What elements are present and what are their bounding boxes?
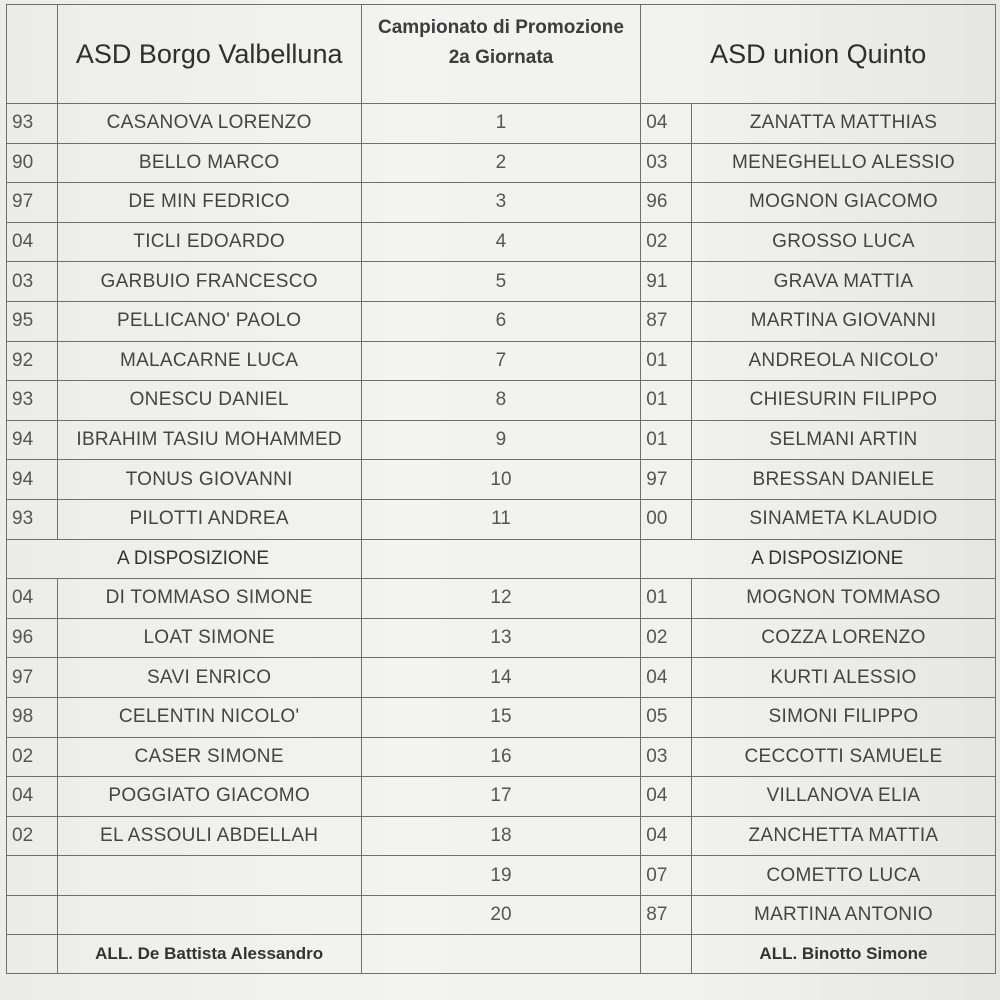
away-player-year: 04 (641, 104, 692, 144)
away-player-name: MENEGHELLO ALESSIO (691, 143, 995, 183)
away-player-name: ANDREOLA NICOLO' (691, 341, 995, 381)
match-title-line2: 2a Giornata (448, 47, 554, 68)
header-corner-cell (7, 5, 58, 104)
shirt-number: 7 (361, 341, 641, 381)
home-player-name: PELLICANO' PAOLO (57, 301, 361, 341)
home-player-year: 97 (7, 658, 58, 698)
away-player-year: 96 (641, 183, 692, 223)
player-row (7, 183, 996, 223)
home-player-name: DE MIN FEDRICO (57, 183, 361, 223)
home-player-name: PILOTTI ANDREA (57, 499, 361, 539)
player-row (7, 381, 996, 421)
away-player-name: MARTINA GIOVANNI (691, 301, 995, 341)
shirt-number: 19 (361, 856, 641, 896)
home-player-name: DI TOMMASO SIMONE (57, 579, 361, 619)
away-player-name: SIMONI FILIPPO (691, 697, 995, 737)
away-player-year: 02 (641, 222, 692, 262)
away-player-name: MARTINA ANTONIO (691, 895, 995, 935)
away-coach: ALL. Binotto Simone (691, 935, 995, 974)
away-player-name: CHIESURIN FILIPPO (691, 381, 995, 421)
shirt-number: 15 (361, 697, 641, 737)
home-coach: ALL. De Battista Alessandro (57, 935, 361, 974)
away-player-name: GRAVA MATTIA (691, 262, 995, 302)
shirt-number: 11 (361, 499, 641, 539)
home-player-name: LOAT SIMONE (57, 618, 361, 658)
player-row (7, 697, 996, 737)
away-player-name: ZANATTA MATTHIAS (691, 104, 995, 144)
home-player-name: MALACARNE LUCA (57, 341, 361, 381)
away-player-name: KURTI ALESSIO (691, 658, 995, 698)
away-player-name: ZANCHETTA MATTIA (691, 816, 995, 856)
home-player-year: 94 (7, 420, 58, 460)
player-row (7, 301, 996, 341)
home-player-name: CASANOVA LORENZO (57, 104, 361, 144)
shirt-number: 2 (361, 143, 641, 183)
away-player-year: 00 (641, 499, 692, 539)
home-player-year: 03 (7, 262, 58, 302)
home-player-year: 93 (7, 381, 58, 421)
away-player-year: 01 (641, 381, 692, 421)
shirt-number: 5 (361, 262, 641, 302)
away-player-year: 04 (641, 816, 692, 856)
home-player-year: 97 (7, 183, 58, 223)
player-row (7, 895, 996, 935)
home-player-name: IBRAHIM TASIU MOHAMMED (57, 420, 361, 460)
player-row (7, 777, 996, 817)
player-row (7, 143, 996, 183)
away-player-year: 04 (641, 777, 692, 817)
coach-number-cell (361, 935, 641, 974)
away-player-name: COZZA LORENZO (691, 618, 995, 658)
home-player-year: 93 (7, 104, 58, 144)
home-player-year: 04 (7, 777, 58, 817)
player-row (7, 222, 996, 262)
away-player-name: MOGNON GIACOMO (691, 183, 995, 223)
home-player-year: 94 (7, 460, 58, 500)
home-player-name: ONESCU DANIEL (57, 381, 361, 421)
away-player-year: 01 (641, 341, 692, 381)
shirt-number: 12 (361, 579, 641, 619)
away-player-year: 87 (641, 895, 692, 935)
coaches-row (7, 935, 996, 974)
player-row (7, 420, 996, 460)
away-player-name: SELMANI ARTIN (691, 420, 995, 460)
home-player-year: 02 (7, 816, 58, 856)
home-player-year: 04 (7, 579, 58, 619)
away-team-name: ASD union Quinto (641, 5, 996, 104)
shirt-number: 13 (361, 618, 641, 658)
player-row (7, 460, 996, 500)
shirt-number: 18 (361, 816, 641, 856)
away-substitutes-label: A DISPOSIZIONE (641, 539, 996, 579)
shirt-number: 14 (361, 658, 641, 698)
home-player-name (57, 895, 361, 935)
away-player-name: GROSSO LUCA (691, 222, 995, 262)
home-player-year: 90 (7, 143, 58, 183)
home-player-year: 93 (7, 499, 58, 539)
shirt-number: 9 (361, 420, 641, 460)
home-player-name: TONUS GIOVANNI (57, 460, 361, 500)
shirt-number: 20 (361, 895, 641, 935)
player-row (7, 856, 996, 896)
home-player-name: GARBUIO FRANCESCO (57, 262, 361, 302)
lineup-table (6, 4, 996, 974)
shirt-number: 3 (361, 183, 641, 223)
away-player-name: CECCOTTI SAMUELE (691, 737, 995, 777)
home-player-year: 98 (7, 697, 58, 737)
player-row (7, 658, 996, 698)
home-player-name: CASER SIMONE (57, 737, 361, 777)
header-row (7, 5, 996, 104)
away-player-year: 87 (641, 301, 692, 341)
away-coach-year-cell (641, 935, 692, 974)
home-player-year (7, 895, 58, 935)
away-player-year: 05 (641, 697, 692, 737)
home-player-name (57, 856, 361, 896)
player-row (7, 618, 996, 658)
shirt-number: 1 (361, 104, 641, 144)
home-player-name: BELLO MARCO (57, 143, 361, 183)
substitutes-number-cell (361, 539, 641, 579)
away-player-year: 03 (641, 737, 692, 777)
substitutes-header-row (7, 539, 996, 579)
home-player-year (7, 856, 58, 896)
home-player-year: 95 (7, 301, 58, 341)
player-row (7, 737, 996, 777)
shirt-number: 8 (361, 381, 641, 421)
home-player-name: POGGIATO GIACOMO (57, 777, 361, 817)
away-player-year: 04 (641, 658, 692, 698)
home-player-name: EL ASSOULI ABDELLAH (57, 816, 361, 856)
away-player-year: 02 (641, 618, 692, 658)
away-player-year: 01 (641, 420, 692, 460)
home-team-name: ASD Borgo Valbelluna (57, 5, 361, 104)
home-player-year: 04 (7, 222, 58, 262)
home-player-name: CELENTIN NICOLO' (57, 697, 361, 737)
shirt-number: 6 (361, 301, 641, 341)
shirt-number: 10 (361, 460, 641, 500)
player-row (7, 262, 996, 302)
home-player-year: 92 (7, 341, 58, 381)
player-row (7, 816, 996, 856)
shirt-number: 17 (361, 777, 641, 817)
shirt-number: 4 (361, 222, 641, 262)
player-row (7, 499, 996, 539)
player-row (7, 104, 996, 144)
home-substitutes-label: A DISPOSIZIONE (7, 539, 362, 579)
away-player-year: 01 (641, 579, 692, 619)
player-row (7, 341, 996, 381)
match-title-line1: Campionato di Promozione (377, 17, 624, 38)
away-player-name: MOGNON TOMMASO (691, 579, 995, 619)
away-player-name: SINAMETA KLAUDIO (691, 499, 995, 539)
away-player-year: 97 (641, 460, 692, 500)
away-player-year: 03 (641, 143, 692, 183)
away-player-name: COMETTO LUCA (691, 856, 995, 896)
home-player-name: SAVI ENRICO (57, 658, 361, 698)
player-row (7, 579, 996, 619)
home-coach-year-cell (7, 935, 58, 974)
away-player-name: VILLANOVA ELIA (691, 777, 995, 817)
home-player-year: 02 (7, 737, 58, 777)
away-player-year: 91 (641, 262, 692, 302)
away-player-year: 07 (641, 856, 692, 896)
away-player-name: BRESSAN DANIELE (691, 460, 995, 500)
home-player-name: TICLI EDOARDO (57, 222, 361, 262)
home-player-year: 96 (7, 618, 58, 658)
shirt-number: 16 (361, 737, 641, 777)
match-title (361, 5, 641, 104)
